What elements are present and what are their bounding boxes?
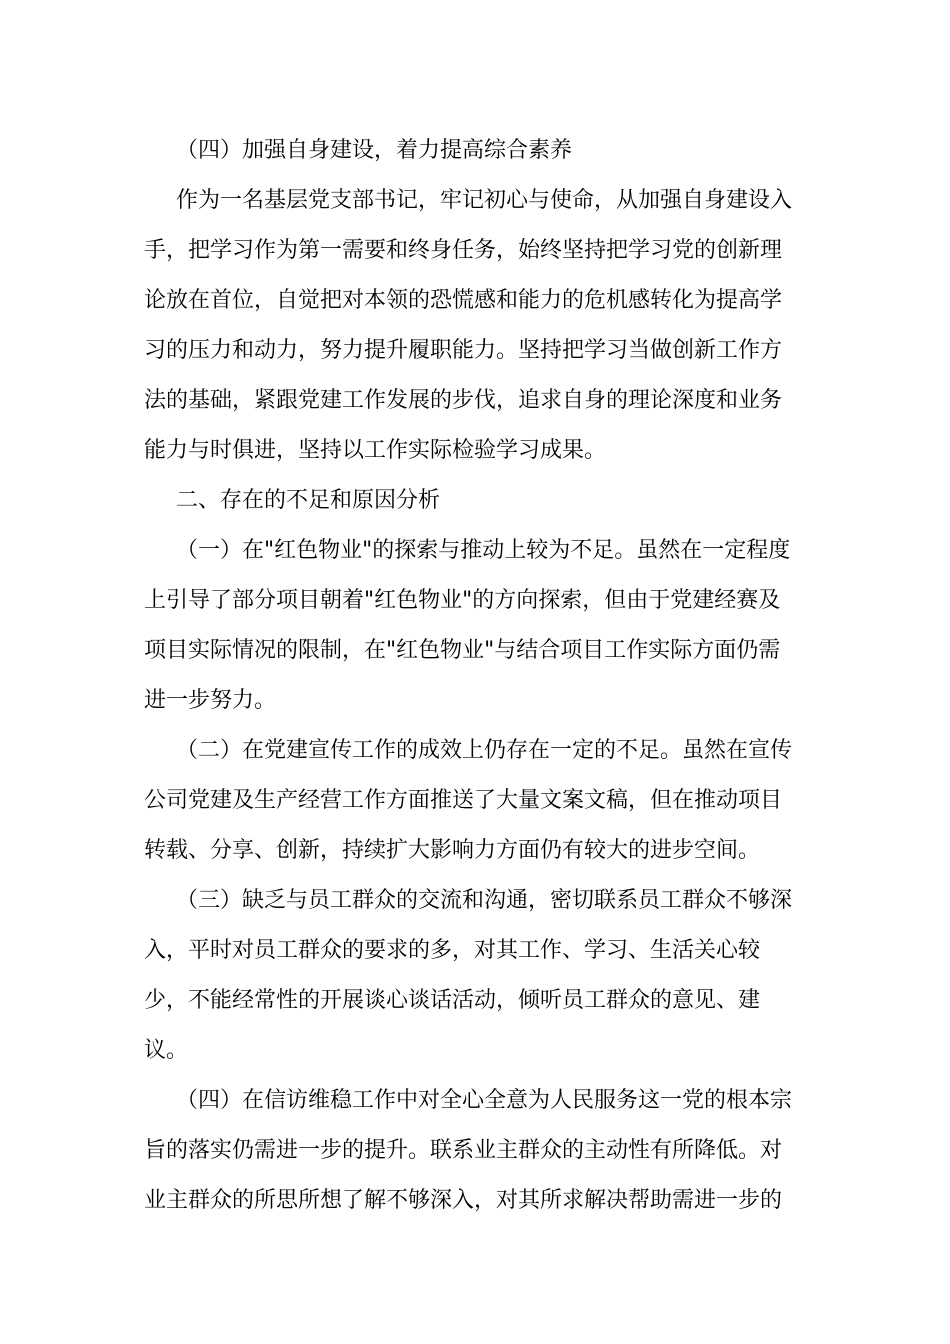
paragraph-line: 旨的落实仍需进一步的提升。联系业主群众的主动性有所降低。对 — [144, 1138, 783, 1163]
paragraph-line: 转载、分享、创新，持续扩大影响力方面仍有较大的进步空间。 — [144, 838, 761, 863]
paragraph-line: 项目实际情况的限制，在"红色物业"与结合项目工作实际方面仍需 — [144, 638, 781, 663]
paragraph-line: 习的压力和动力，努力提升履职能力。坚持把学习当做创新工作方 — [144, 338, 783, 363]
paragraph-line: 少，不能经常性的开展谈心谈话活动，倾听员工群众的意见、建 — [144, 988, 761, 1013]
paragraph-line: 议。 — [144, 1038, 189, 1063]
paragraph-line: （三）缺乏与员工群众的交流和沟通，密切联系员工群众不够深 — [176, 888, 793, 913]
section-heading: 二、存在的不足和原因分析 — [176, 488, 441, 513]
paragraph-line: 入，平时对员工群众的要求的多，对其工作、学习、生活关心较 — [144, 938, 761, 963]
paragraph-line: 业主群众的所思所想了解不够深入，对其所求解决帮助需进一步的 — [144, 1188, 783, 1213]
paragraph-line: 公司党建及生产经营工作方面推送了大量文案文稿，但在推动项目 — [144, 788, 783, 813]
paragraph-line: 作为一名基层党支部书记，牢记初心与使命，从加强自身建设入 — [176, 188, 793, 213]
paragraph-line: （二）在党建宣传工作的成效上仍存在一定的不足。虽然在宣传 — [176, 738, 793, 763]
paragraph-line: 论放在首位，自觉把对本领的恐慌感和能力的危机感转化为提高学 — [144, 288, 783, 313]
paragraph-line: 手，把学习作为第一需要和终身任务，始终坚持把学习党的创新理 — [144, 238, 783, 263]
paragraph-line: 上引导了部分项目朝着"红色物业"的方向探索，但由于党建经赛及 — [144, 588, 781, 613]
paragraph-line: （一）在"红色物业"的探索与推动上较为不足。虽然在一定程度 — [176, 538, 791, 563]
paragraph-line: 能力与时俱进，坚持以工作实际检验学习成果。 — [144, 438, 607, 463]
paragraph-line: 法的基础，紧跟党建工作发展的步伐，追求自身的理论深度和业务 — [144, 388, 783, 413]
paragraph-line: 进一步努力。 — [144, 688, 277, 713]
section-heading: （四）加强自身建设，着力提高综合素养 — [176, 138, 573, 163]
paragraph-line: （四）在信访维稳工作中对全心全意为人民服务这一党的根本宗 — [176, 1088, 793, 1113]
